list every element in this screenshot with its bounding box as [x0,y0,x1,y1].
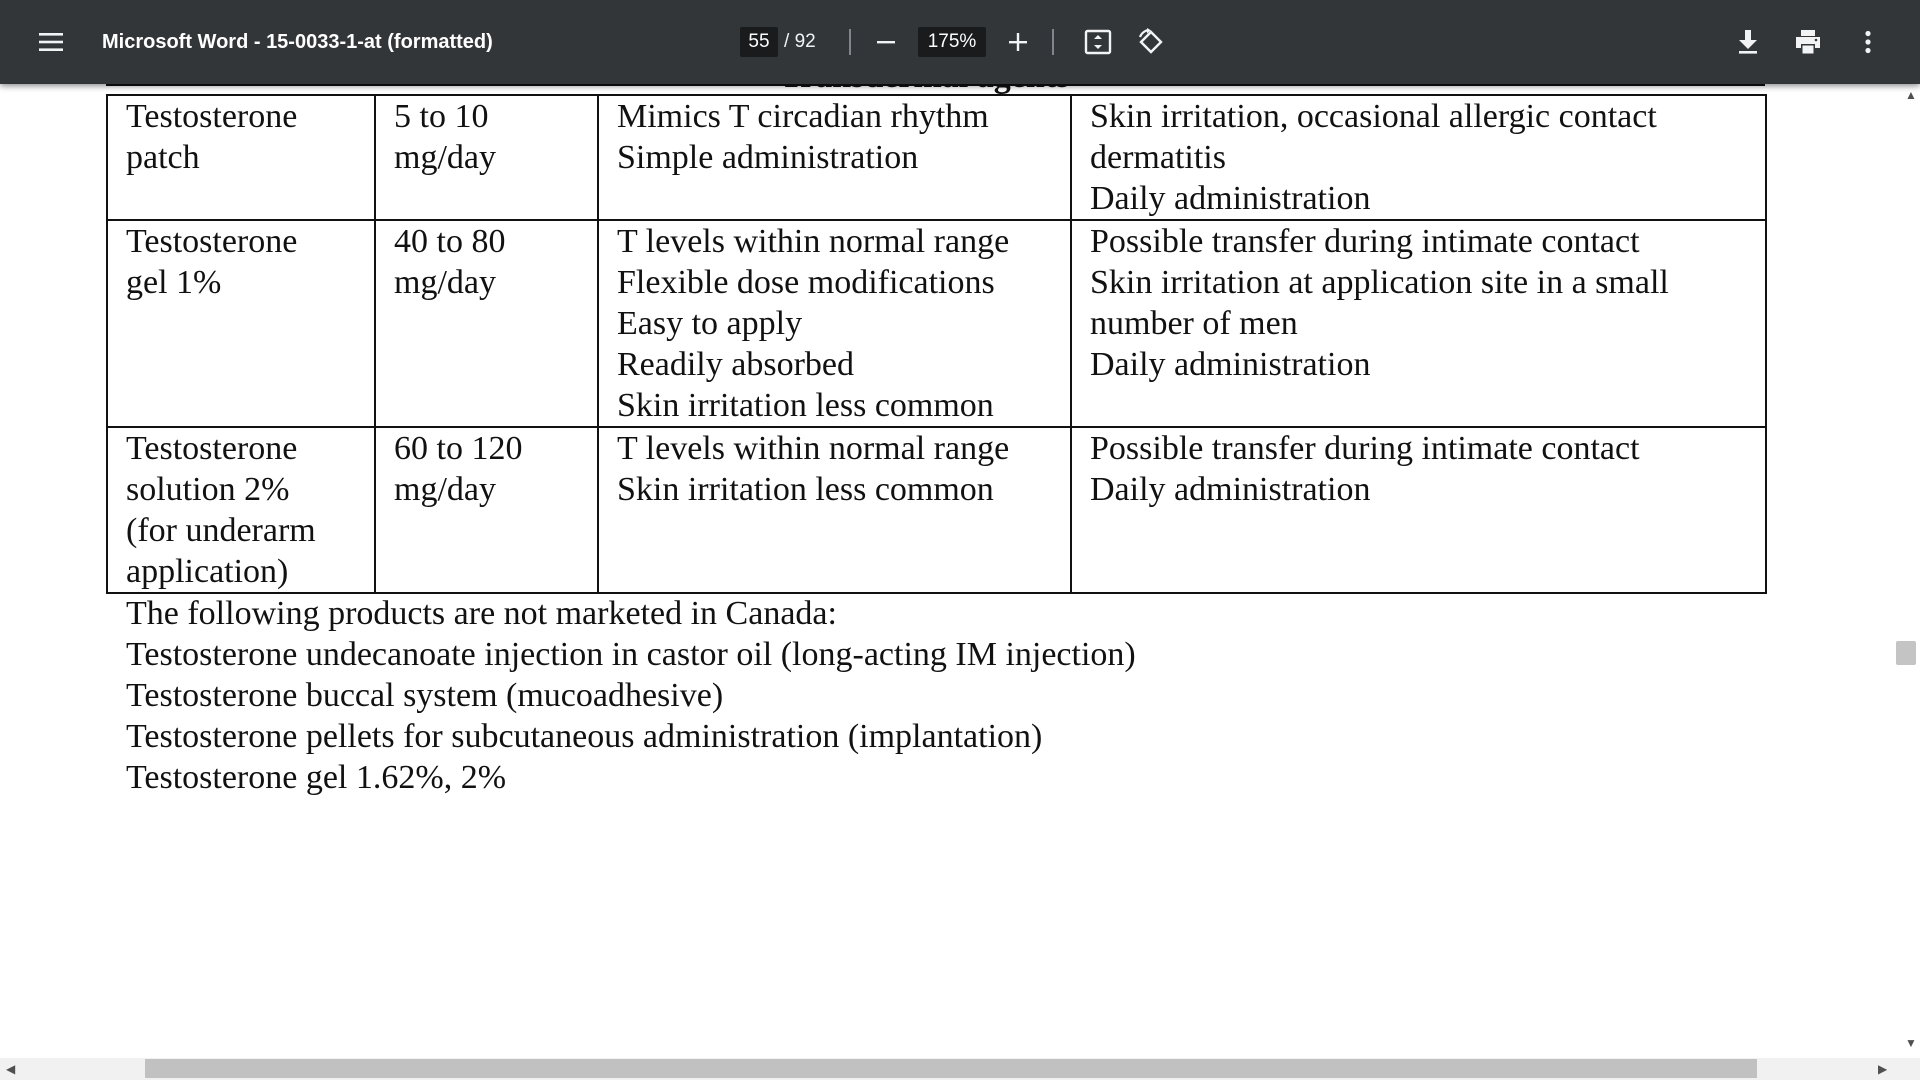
document-title: Microsoft Word - 15-0033-1-at (formatted) [102,31,493,53]
toolbar-divider [1052,29,1054,55]
list-item: Testosterone gel 1.62%, 2% [126,759,507,796]
list-item: Testosterone pellets for subcutaneous administration (implantation) [126,718,1043,755]
scroll-left-arrow-icon[interactable]: ◀ [6,1062,16,1076]
scroll-up-arrow-icon[interactable]: ▲ [1905,88,1917,102]
minus-icon [876,32,896,52]
horizontal-scroll-thumb[interactable] [145,1059,1757,1078]
cell-disadvantages: Skin irritation, occasional allergic contact dermatitis Daily administration [1071,95,1766,220]
table-row [107,427,1766,593]
list-item: Testosterone undecanoate injection in castor oil (long-acting IM injection) [126,636,1136,673]
plus-icon [1008,32,1028,52]
vertical-scrollbar[interactable] [1902,84,1920,1058]
rotate-icon [1137,28,1165,56]
cell-dose: 60 to 120 mg/day [375,427,598,593]
vertical-scroll-thumb[interactable] [1896,641,1916,665]
scroll-right-arrow-icon[interactable]: ▶ [1878,1062,1888,1076]
scroll-down-arrow-icon[interactable]: ▼ [1905,1036,1917,1050]
menu-icon [38,31,64,53]
document-viewport[interactable] [0,84,1902,1058]
fit-to-page-button[interactable] [1078,22,1118,62]
testosterone-table [106,94,1767,594]
zoom-level-input[interactable]: 175% [918,27,986,57]
table-top-rule [106,84,1765,86]
cell-dose: 5 to 10 mg/day [375,95,598,220]
more-options-button[interactable] [1848,22,1888,62]
table-row [107,220,1766,427]
cell-advantages: T levels within normal range Flexible dose modifications Easy to apply Readily absorbed Skin irritation less common [598,220,1071,427]
download-button[interactable] [1728,22,1768,62]
toolbar-divider [849,29,851,55]
not-marketed-intro: The following products are not marketed in Canada: [126,595,837,632]
print-icon [1794,29,1822,55]
pdf-toolbar [0,0,1920,84]
cell-disadvantages: Possible transfer during intimate contact Skin irritation at application site in a small number of men Daily administration [1071,220,1766,427]
zoom-out-button[interactable] [866,22,906,62]
cell-dose: 40 to 80 mg/day [375,220,598,427]
not-marketed-list [126,593,1136,798]
cell-advantages: T levels within normal range Skin irritation less common [598,427,1071,593]
print-button[interactable] [1788,22,1828,62]
zoom-in-button[interactable] [998,22,1038,62]
fit-to-page-icon [1084,29,1112,55]
download-icon [1737,29,1759,55]
page-separator: / [784,31,790,52]
cell-product: Testosterone gel 1% [107,220,375,427]
more-vertical-icon [1864,30,1872,54]
rotate-button[interactable] [1131,22,1171,62]
cell-advantages: Mimics T circadian rhythm Simple administration [598,95,1071,220]
menu-button[interactable] [26,22,76,62]
current-page-input[interactable]: 55 [740,27,778,57]
page-count [784,27,816,57]
list-item: Testosterone buccal system (mucoadhesive) [126,677,724,714]
cell-product: Testosterone solution 2% (for underarm application) [107,427,375,593]
cell-product: Testosterone patch [107,95,375,220]
cell-disadvantages: Possible transfer during intimate contact Daily administration [1071,427,1766,593]
table-row [107,95,1766,220]
total-pages: 92 [794,31,816,52]
